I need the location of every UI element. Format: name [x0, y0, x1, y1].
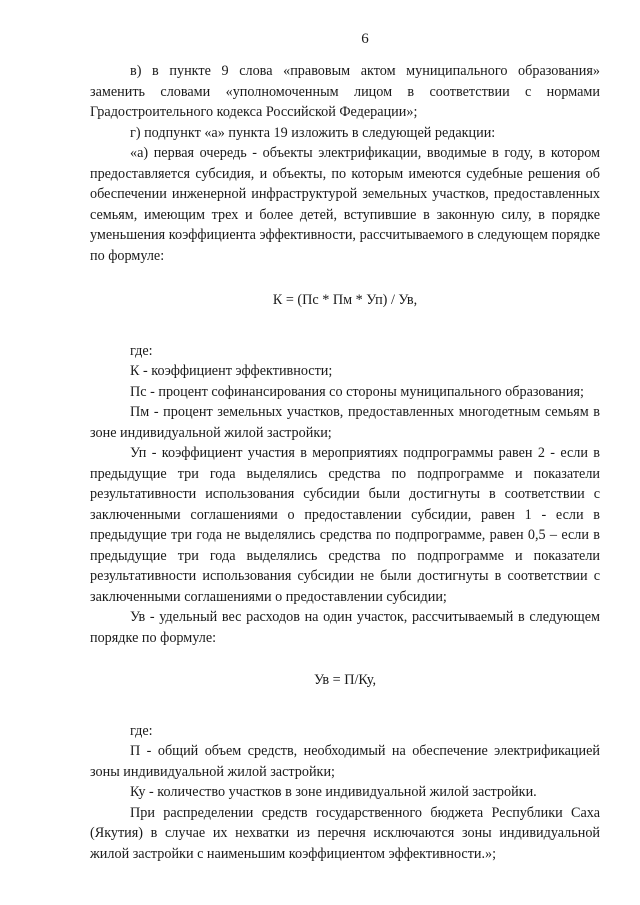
paragraph-subitem-a: «а) первая очередь - объекты электрификации, вводимые в году, в котором предоставляется субсидия, и объекты, по которым имеются судебные решения об обеспечении инженерной инфраструктурой земельных участков, предоставленных семьям, имеющим трех и более детей, вступившие в законную силу, в порядке уменьшения коэффициента эффективности, рассчитываемого в следующем порядке по формуле: [90, 145, 600, 264]
document-body [90, 61, 600, 864]
formula-specific-weight: Ув = П/Ку, [313, 672, 377, 688]
definition-pm: Пм - процент земельных участков, предоставленных многодетным семьям в зоне индивидуальной жилой застройки; [90, 404, 600, 441]
definition-k: К - коэффициент эффективности; [130, 363, 333, 379]
paragraph-where-1: где: [130, 342, 153, 359]
definition-up: Уп - коэффициент участия в мероприятиях подпрограммы равен 2 - если в предыдущие три года выделялись средства по подпрограмме и показатели результативности использования субсидии были достигнуты в соответствии с заключенными соглашениями о предоставлении субсидии, равен 1 - если в предыдущие три года не выделялись средства по подпрограмме, равен 0,5 – если в предыдущие три года выделялись средства по подпрограмме и показатели результативности использования субсидии не были достигнуты в соответствии с заключенными соглашениями о предоставлении субсидии; [90, 445, 600, 605]
paragraph-item-g: г) подпункт «а» пункта 19 изложить в следующей редакции: [130, 124, 496, 141]
definition-ps: Пс - процент софинансирования со стороны муниципального образования; [130, 383, 584, 400]
definition-p: П - общий объем средств, необходимый на обеспечение электрификацией зоны индивидуальной жилой застройки; [90, 743, 600, 780]
page-number: 6 [361, 31, 369, 47]
paragraph-item-v: в) в пункте 9 слова «правовым актом муниципального образования» заменить словами «уполномоченным лицом в соответствии с нормами Градостроительного кодекса Российской Федерации»; [90, 63, 600, 120]
paragraph-distribution: При распределении средств государственного бюджета Республики Саха (Якутия) в случае их нехватки из перечня исключаются зоны индивидуальной жилой застройки с наименьшим коэффициентом эффективности.»; [90, 804, 600, 862]
paragraph-where-2: где: [130, 722, 153, 739]
formula-efficiency: К = (Пс * Пм * Уп) / Ув, [272, 292, 418, 308]
definition-ku: Ку - количество участков в зоне индивидуальной жилой застройки. [130, 784, 537, 800]
definition-uv: Ув - удельный вес расходов на один участок, рассчитываемый в следующем порядке по формуле: [90, 609, 600, 646]
